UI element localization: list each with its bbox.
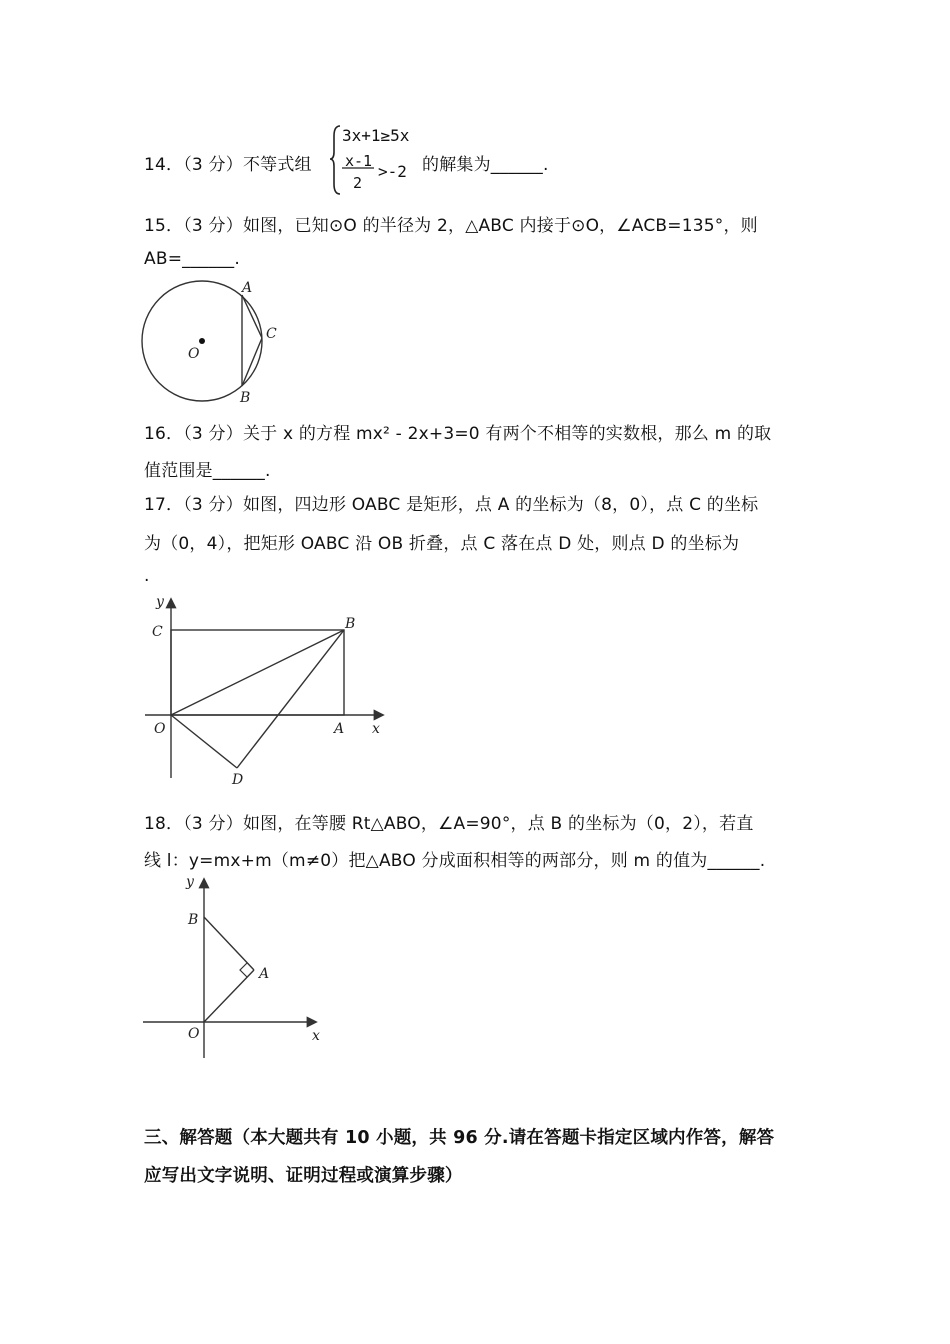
q14-tail: 的解集为______. bbox=[422, 155, 549, 175]
q14-inequality-2-rest: >-2 bbox=[378, 162, 407, 181]
q15-line-2: AB=______. bbox=[144, 249, 240, 269]
q16-line-1: 16．（3 分）关于 x 的方程 mx² - 2x+3=0 有两个不相等的实数根，那么 m 的取 bbox=[144, 424, 772, 444]
segment-od bbox=[171, 715, 237, 768]
label-x: x bbox=[372, 721, 380, 737]
q17-line-2: 为（0，4），把矩形 OABC 沿 OB 折叠，点 C 落在点 D 处，则点 D 的坐标为 bbox=[144, 534, 740, 554]
q15-figure bbox=[138, 280, 288, 408]
label-a: A bbox=[242, 280, 253, 296]
q14-inequality-2-numerator: x-1 bbox=[345, 152, 373, 170]
right-angle-mark bbox=[240, 963, 247, 977]
label-a: A bbox=[334, 721, 345, 737]
label-y: y bbox=[156, 594, 164, 610]
label-c: C bbox=[266, 326, 277, 342]
segment-ao bbox=[204, 970, 254, 1022]
label-d: D bbox=[232, 772, 244, 788]
section-3-heading-line-2: 应写出文字说明、证明过程或演算步骤） bbox=[144, 1166, 463, 1186]
label-b: B bbox=[188, 912, 199, 928]
q17-line-1: 17．（3 分）如图，四边形 OABC 是矩形，点 A 的坐标为（8，0），点 C 的坐标 bbox=[144, 495, 759, 515]
label-a: A bbox=[259, 966, 270, 982]
label-o: O bbox=[154, 721, 166, 737]
q17-figure bbox=[140, 590, 400, 790]
segment-ba bbox=[204, 917, 254, 970]
chord-bc bbox=[242, 338, 262, 386]
q18-line-2: 线 l：y=mx+m（m≠0）把△ABO 分成面积相等的两部分，则 m 的值为______. bbox=[144, 851, 766, 871]
q14-lead: 14．（3 分）不等式组 bbox=[144, 155, 312, 175]
label-o: O bbox=[188, 346, 200, 362]
label-b: B bbox=[345, 616, 356, 632]
segment-bd bbox=[237, 630, 344, 768]
label-o: O bbox=[188, 1026, 200, 1042]
diagonal-ob bbox=[171, 630, 344, 715]
q18-figure bbox=[140, 872, 330, 1062]
q17-line-3: . bbox=[144, 566, 150, 586]
q16-line-2: 值范围是______. bbox=[144, 461, 271, 481]
label-c: C bbox=[152, 624, 163, 640]
chord-ac bbox=[242, 295, 262, 338]
center-point bbox=[199, 338, 205, 344]
section-3-heading-line-1: 三、解答题（本大题共有 10 小题，共 96 分.请在答题卡指定区域内作答，解答 bbox=[144, 1128, 775, 1148]
label-b: B bbox=[240, 390, 251, 406]
label-x: x bbox=[312, 1028, 320, 1044]
q14-inequality-1: 3x+1≥5x bbox=[342, 126, 410, 145]
q14-inequality-2-denominator: 2 bbox=[353, 174, 363, 192]
q18-line-1: 18．（3 分）如图，在等腰 Rt△ABO，∠A=90°，点 B 的坐标为（0，2），若直 bbox=[144, 814, 754, 834]
label-y: y bbox=[186, 874, 194, 890]
q15-line-1: 15．（3 分）如图，已知⊙O 的半径为 2，△ABC 内接于⊙O，∠ACB=135°，则 bbox=[144, 216, 758, 236]
